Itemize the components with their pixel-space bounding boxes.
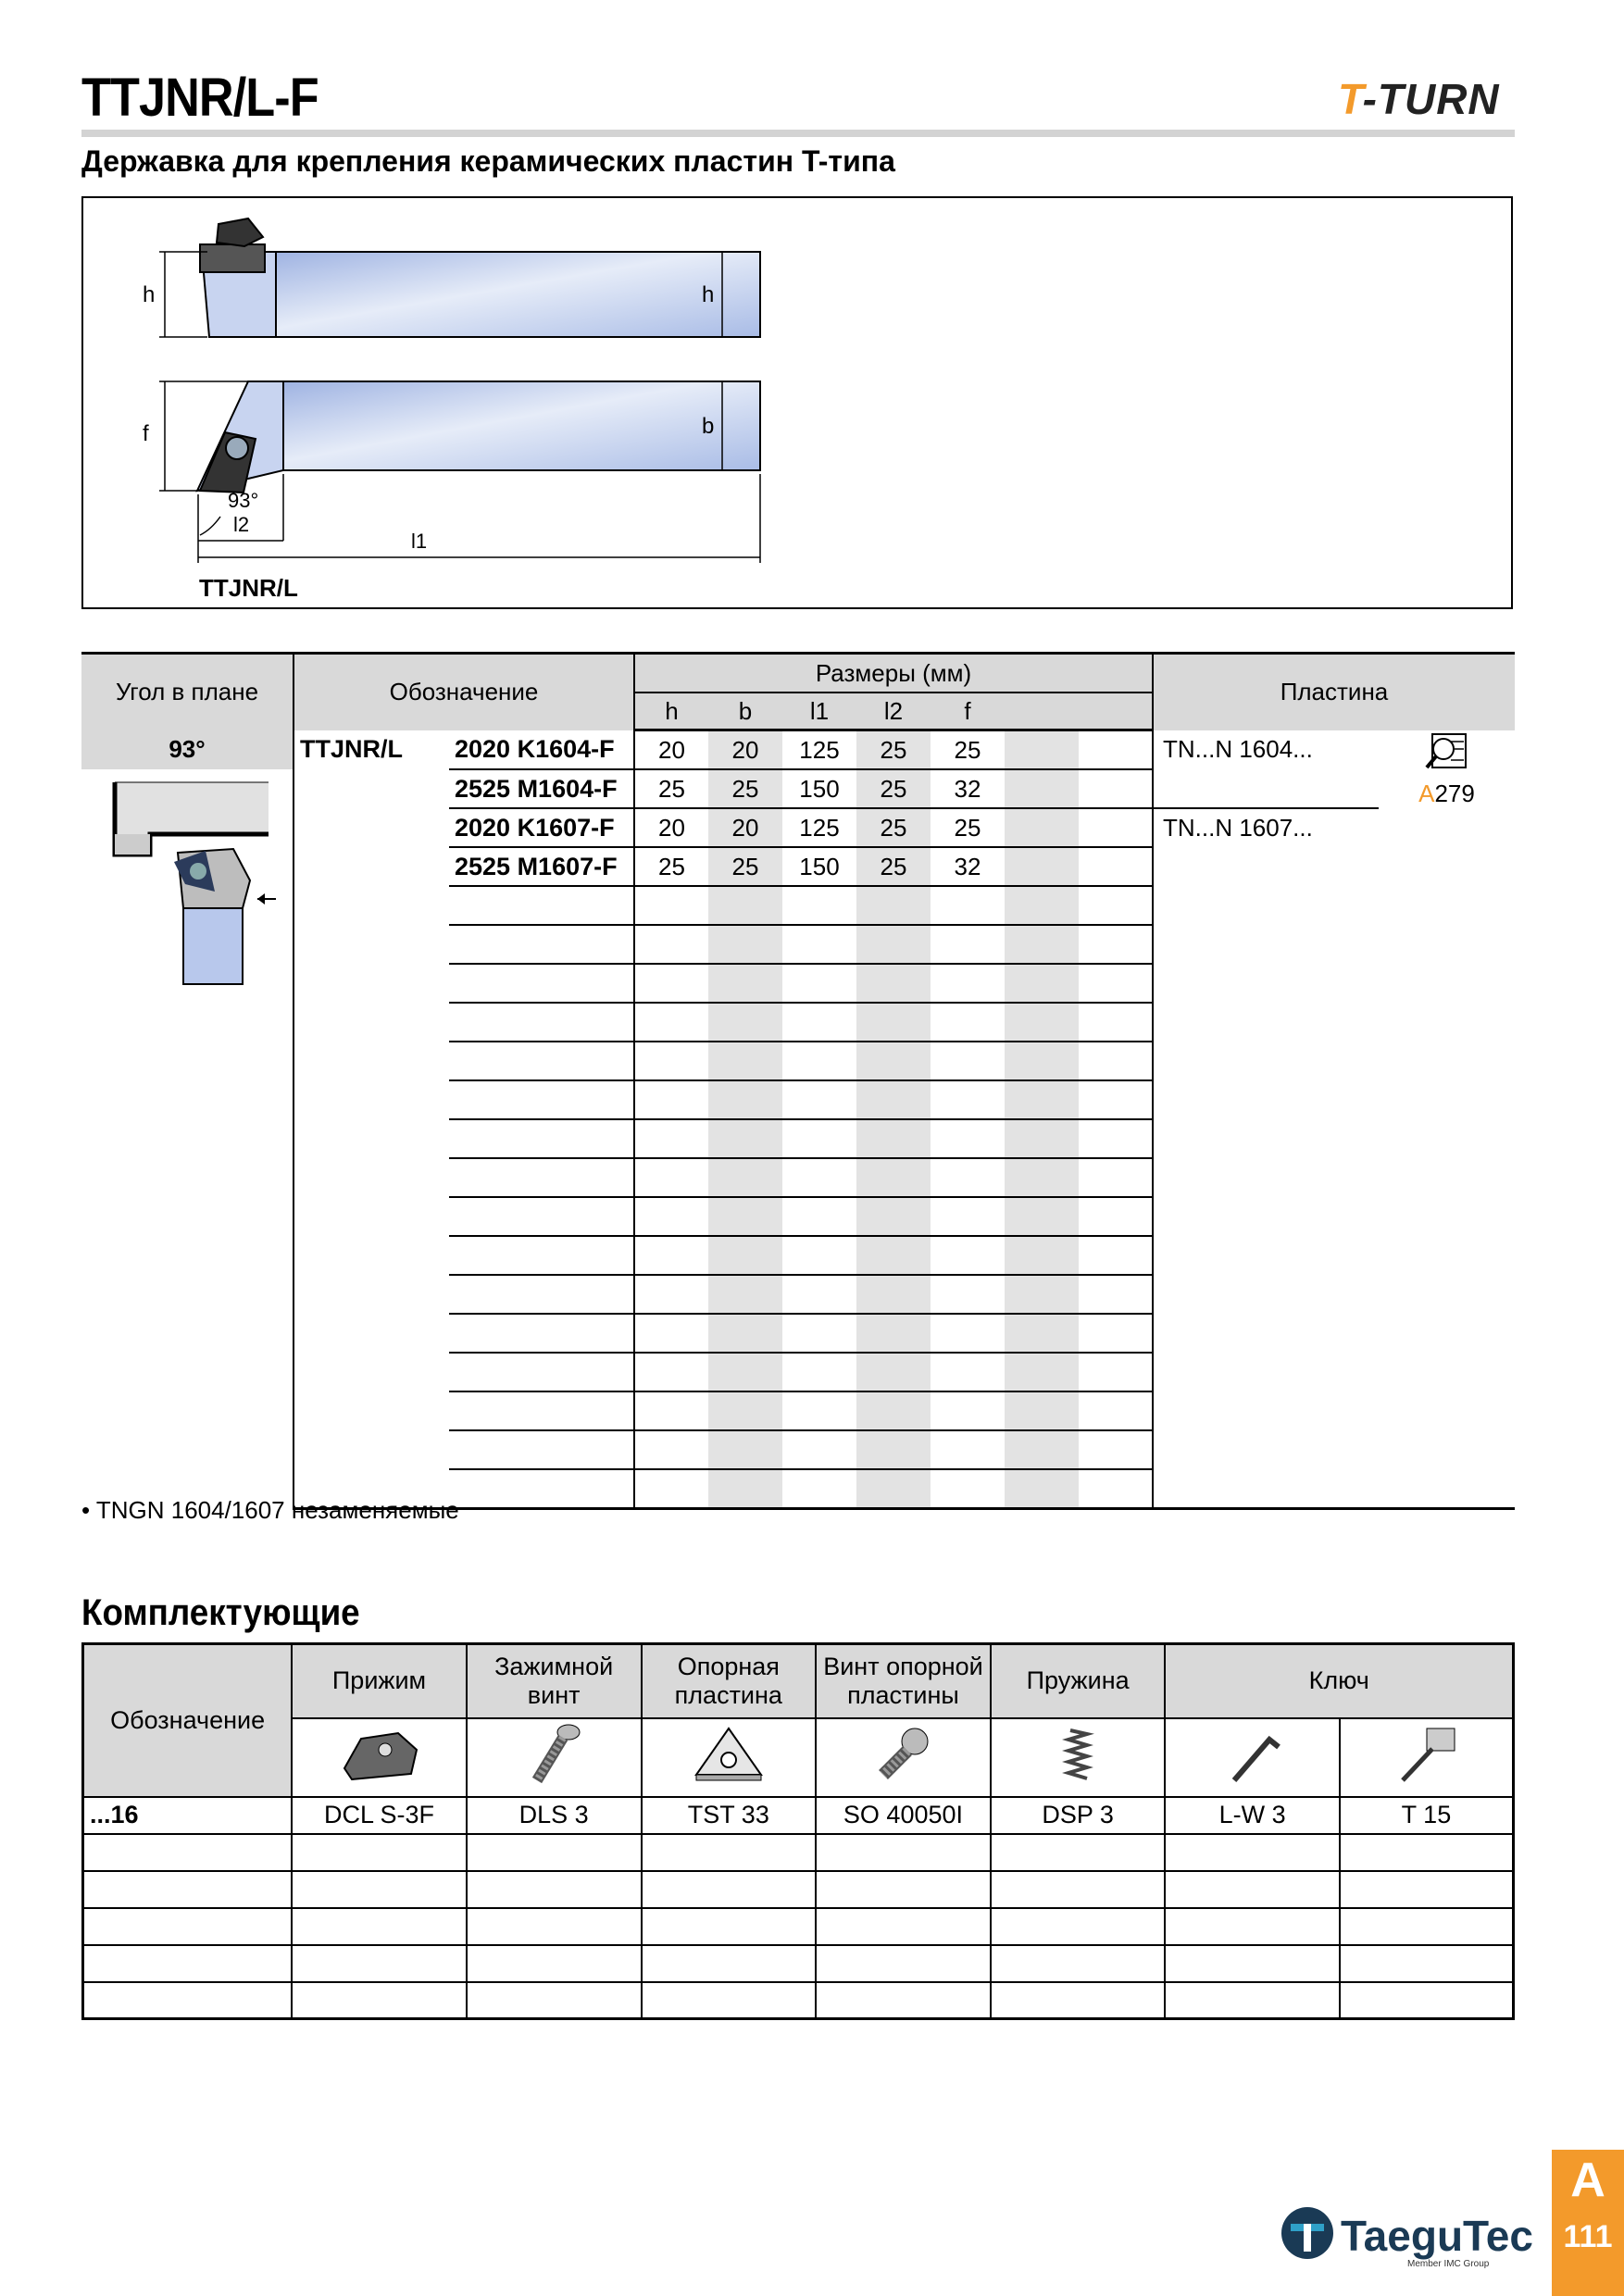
parts-title: Комплектующие: [81, 1592, 360, 1633]
table-row: [81, 1430, 1515, 1469]
dim-h2-label: h: [702, 282, 715, 307]
parts-header-designation: Обозначение: [83, 1644, 293, 1797]
parts-key2: T 15: [1340, 1797, 1514, 1834]
parts-spring: DSP 3: [991, 1797, 1166, 1834]
table-cell: 25: [708, 769, 782, 808]
brand-logo: T-TURN: [1338, 75, 1500, 123]
shim-screw-icon: [816, 1718, 991, 1797]
table-row: [81, 886, 1515, 925]
series-label: TTJNR/L: [300, 735, 403, 764]
table-cell: 25: [856, 847, 931, 886]
section-letter: A: [1570, 2153, 1605, 2207]
parts-designation: ...16: [83, 1797, 293, 1834]
header-plate: Пластина: [1153, 654, 1515, 730]
dim-l2-label: l2: [233, 513, 250, 536]
side-view: [200, 218, 760, 337]
table-row: [81, 1353, 1515, 1391]
shim-icon: [642, 1718, 817, 1797]
product-code: 2020 K1604-F: [449, 730, 634, 770]
table-cell: 25: [954, 735, 981, 764]
table-cell: 20: [708, 808, 782, 847]
table-row: [83, 1908, 1514, 1945]
table-row: [83, 1871, 1514, 1908]
table-cell: 125: [782, 808, 856, 847]
table-row: [83, 1797, 1514, 1834]
l-key-icon: [1165, 1718, 1339, 1797]
page-tab: [1552, 2150, 1624, 2296]
header-angle: Угол в плане: [81, 654, 294, 730]
dim-b-label: b: [702, 414, 715, 439]
table-row: [81, 1003, 1515, 1042]
plate-type: [1153, 769, 1379, 808]
parts-header-screw: Зажимной винт: [467, 1644, 642, 1718]
top-view: [197, 381, 760, 493]
parts-header-clamp: Прижим: [292, 1644, 467, 1718]
magnifier-icon: [1423, 730, 1471, 773]
parts-shim: TST 33: [642, 1797, 817, 1834]
parts-screw: DLS 3: [467, 1797, 642, 1834]
insert-position-icon: [94, 769, 280, 992]
holder-table: [81, 652, 1515, 1510]
clamp-icon: [292, 1718, 467, 1797]
tool-holder-drawing: [81, 196, 785, 604]
t-key-icon: [1340, 1718, 1514, 1797]
dim-f-label: f: [143, 421, 149, 446]
plate-type: TN...N 1607...: [1153, 808, 1379, 847]
table-row: [81, 1236, 1515, 1275]
col-l2: l2: [856, 693, 931, 730]
logo-subtitle: Member IMC Group: [1407, 2259, 1490, 2269]
ref-page: 279: [1434, 779, 1475, 807]
header-rule: [81, 130, 1515, 137]
dim-h-label: h: [143, 282, 156, 307]
page-number: 111: [1563, 2219, 1613, 2254]
table-row: [81, 1275, 1515, 1314]
table-row: [81, 925, 1515, 964]
table-row: [83, 1834, 1514, 1871]
parts-header-shim: Опорная пластина: [642, 1644, 817, 1718]
table-cell: 150: [782, 769, 856, 808]
parts-shim-screw: SO 40050I: [816, 1797, 991, 1834]
table-cell: 25: [634, 847, 708, 886]
parts-header-key: Ключ: [1165, 1644, 1513, 1718]
product-code: 2525 M1604-F: [449, 769, 634, 808]
table-cell: 25: [856, 730, 931, 770]
table-row: [81, 1080, 1515, 1119]
parts-table: [81, 1642, 1515, 2020]
angle-value: 93°: [81, 730, 294, 770]
table-row: [81, 1314, 1515, 1353]
table-cell: 25: [856, 808, 931, 847]
header-designation: Обозначение: [294, 654, 634, 730]
table-cell: 20: [658, 735, 685, 764]
col-b: b: [708, 693, 782, 730]
table-row: [81, 1042, 1515, 1080]
table-row: [81, 1158, 1515, 1197]
drawing-caption: TTJNR/L: [199, 574, 298, 602]
col-f: f: [931, 693, 1005, 730]
col-h: h: [634, 693, 708, 730]
plate-reference[interactable]: [1379, 730, 1515, 809]
table-cell: 25: [931, 808, 1005, 847]
table-row: [83, 1945, 1514, 1982]
table-row: [81, 1391, 1515, 1430]
taegutec-logo: TaeguTec: [1341, 2212, 1533, 2260]
taegutec-logo-icon: [1278, 2203, 1337, 2263]
parts-key1: L-W 3: [1165, 1797, 1339, 1834]
parts-header-shim-screw: Винт опорной пластины: [816, 1644, 991, 1718]
table-cell: 32: [931, 847, 1005, 886]
table-row: [81, 1197, 1515, 1236]
product-code: 2525 M1607-F: [449, 847, 634, 886]
spring-icon: [991, 1718, 1166, 1797]
angle-label: 93°: [228, 489, 259, 512]
table-row: [81, 964, 1515, 1003]
table-cell: 25: [708, 847, 782, 886]
parts-header-spring: Пружина: [991, 1644, 1166, 1718]
page-title: TTJNR/L-F: [81, 68, 319, 128]
table-cell: 125: [799, 735, 840, 764]
footnote: • TNGN 1604/1607 незаменяемые: [81, 1496, 459, 1524]
table-cell: 25: [856, 769, 931, 808]
clamp-screw-icon: [467, 1718, 642, 1797]
dim-l1-label: l1: [411, 530, 428, 553]
table-cell: 20: [708, 730, 782, 770]
table-cell: 20: [634, 808, 708, 847]
table-cell: 150: [782, 847, 856, 886]
parts-clamp: DCL S-3F: [292, 1797, 467, 1834]
table-row: [81, 1119, 1515, 1158]
col-l1: l1: [782, 693, 856, 730]
table-cell: 25: [634, 769, 708, 808]
header-dimensions: Размеры (мм): [634, 654, 1153, 693]
table-cell: 32: [931, 769, 1005, 808]
page-subtitle: Державка для крепления керамических пластин T-типа: [81, 144, 895, 178]
plate-type: TN...N 1604...: [1163, 735, 1313, 764]
product-code: 2020 K1607-F: [449, 808, 634, 847]
angle-illustration-cell: [81, 769, 294, 1509]
ref-prefix: A: [1418, 779, 1435, 807]
table-row: [83, 1982, 1514, 2019]
